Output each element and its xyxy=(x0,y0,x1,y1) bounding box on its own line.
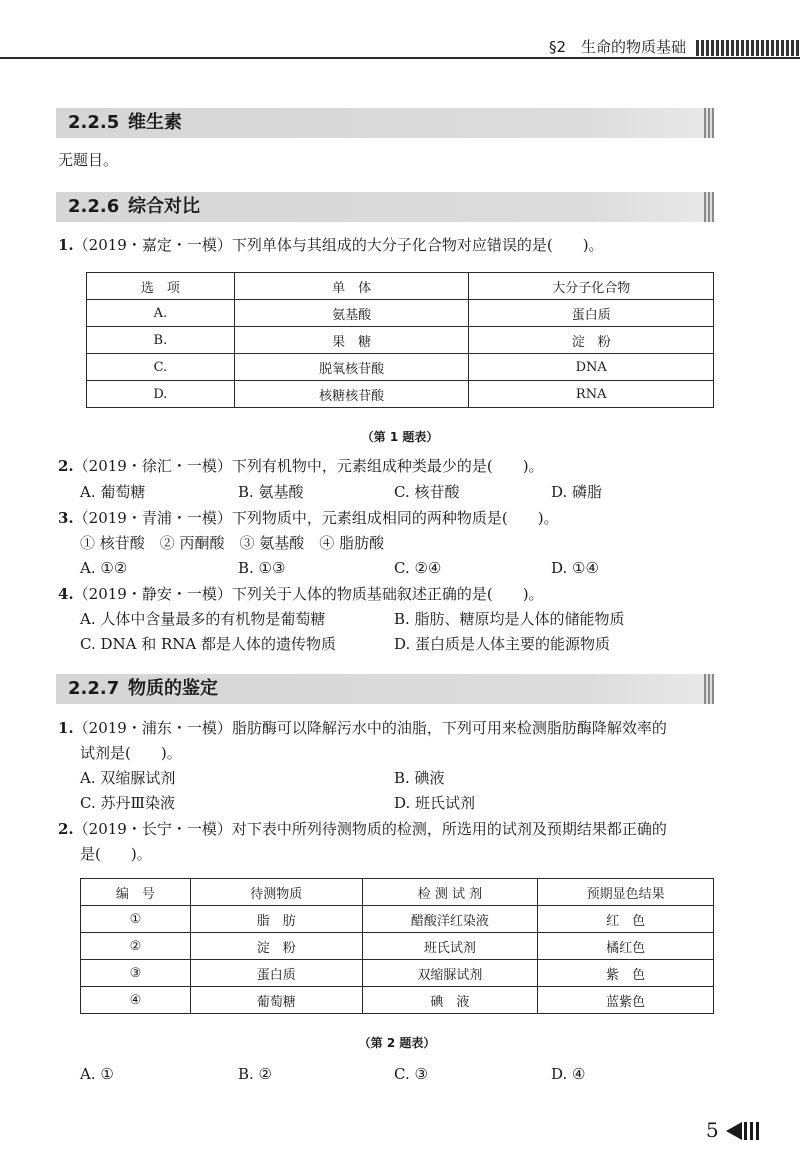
page-arrow-icon xyxy=(726,1122,742,1140)
table-cell: 紫 色 xyxy=(538,960,714,987)
question-number: 2. xyxy=(58,820,74,838)
table-caption: （第 1 题表） xyxy=(361,430,439,444)
table-header-row xyxy=(87,273,714,300)
question-4-stem xyxy=(58,583,544,605)
table-cell: ④ xyxy=(81,987,191,1014)
table-row xyxy=(87,300,714,327)
option-b: B. 氨基酸 xyxy=(238,483,304,501)
question-1-stem xyxy=(58,234,604,256)
option-c: C. 苏丹Ⅲ染液 xyxy=(80,794,175,812)
table-cell: A. xyxy=(87,300,235,327)
table-cell: ② xyxy=(81,933,191,960)
table-row xyxy=(81,906,714,933)
table-row xyxy=(81,933,714,960)
section-header-identification xyxy=(56,674,714,704)
page-number: 5 xyxy=(706,1118,719,1142)
section-number: 2.2.5 xyxy=(68,112,120,133)
option-d: D. 班氏试剂 xyxy=(394,794,476,812)
question-2-stem xyxy=(58,818,667,840)
table-cell: C. xyxy=(87,354,235,381)
option-a: A. 人体中含量最多的有机物是葡萄糖 xyxy=(80,610,326,628)
question-2-stem xyxy=(58,455,544,477)
table-cell: 醋酸洋红染液 xyxy=(362,906,538,933)
table-row xyxy=(81,987,714,1014)
table-cell: 核糖核苷酸 xyxy=(234,381,469,408)
section-title: 物质的鉴定 xyxy=(128,678,218,699)
section-header-vitamins xyxy=(56,108,714,138)
table-cell: 脱氧核苷酸 xyxy=(234,354,469,381)
option-a: A. 葡萄糖 xyxy=(80,483,146,501)
question-3-items: ① 核苷酸 ② 丙酮酸 ③ 氨基酸 ④ 脂肪酸 xyxy=(80,534,385,552)
option-d: D. ④ xyxy=(551,1065,586,1083)
table-header: 检 测 试 剂 xyxy=(362,879,538,906)
question-2-table xyxy=(80,878,714,1014)
table-cell: 红 色 xyxy=(538,906,714,933)
option-b: B. ② xyxy=(238,1065,273,1083)
question-text: （2019・青浦・一模）下列物质中，元素组成相同的两种物质是( )。 xyxy=(73,509,559,527)
table-header: 预期显色结果 xyxy=(538,879,714,906)
table-cell: 班氏试剂 xyxy=(362,933,538,960)
section-title: 维生素 xyxy=(128,112,182,133)
option-a: A. ① xyxy=(80,1065,114,1083)
table-header: 编 号 xyxy=(81,879,191,906)
question-number: 3. xyxy=(58,509,74,527)
no-questions-note: 无题目。 xyxy=(58,151,119,169)
option-c: C. 核苷酸 xyxy=(394,483,460,501)
table-header: 待测物质 xyxy=(190,879,362,906)
table-header: 大分子化合物 xyxy=(469,273,714,300)
table-cell: 双缩脲试剂 xyxy=(362,960,538,987)
question-1-stem xyxy=(58,717,667,739)
table-cell: 果 糖 xyxy=(234,327,469,354)
header-bars-decoration xyxy=(696,40,800,56)
option-d: D. ①④ xyxy=(551,559,599,577)
option-b: B. 脂肪、糖原均是人体的储能物质 xyxy=(394,610,625,628)
header-rule xyxy=(0,57,800,59)
table-cell: 氨基酸 xyxy=(234,300,469,327)
table-caption: （第 2 题表） xyxy=(358,1036,436,1050)
table-cell: 碘 液 xyxy=(362,987,538,1014)
section-number: 2.2.6 xyxy=(68,196,120,217)
option-c: C. DNA 和 RNA 都是人体的遗传物质 xyxy=(80,635,337,653)
question-1-table xyxy=(86,272,714,408)
table-header-row xyxy=(81,879,714,906)
question-number: 4. xyxy=(58,585,74,603)
running-header xyxy=(0,30,800,64)
question-2-stem-continued: 是( )。 xyxy=(80,845,152,863)
section-header-comparison xyxy=(56,192,714,222)
question-number: 1. xyxy=(58,236,74,254)
option-c: C. ③ xyxy=(394,1065,428,1083)
table-cell: 蓝紫色 xyxy=(538,987,714,1014)
table-cell: 葡萄糖 xyxy=(190,987,362,1014)
table-header: 单 体 xyxy=(234,273,469,300)
question-text: （2019・徐汇・一模）下列有机物中，元素组成种类最少的是( )。 xyxy=(73,457,544,475)
option-d: D. 蛋白质是人体主要的能源物质 xyxy=(394,635,611,653)
table-cell: 脂 肪 xyxy=(190,906,362,933)
table-cell: 淀 粉 xyxy=(469,327,714,354)
table-row xyxy=(87,327,714,354)
option-a: A. 双缩脲试剂 xyxy=(80,769,176,787)
section-title: 综合对比 xyxy=(128,196,200,217)
option-a: A. ①② xyxy=(80,559,128,577)
table-cell: 淀 粉 xyxy=(190,933,362,960)
option-c: C. ②④ xyxy=(394,559,442,577)
table-cell: 橘红色 xyxy=(538,933,714,960)
question-text: （2019・长宁・一模）对下表中所列待测物质的检测，所选用的试剂及预期结果都正确的 xyxy=(73,820,667,838)
table-cell: DNA xyxy=(469,354,714,381)
table-row xyxy=(81,960,714,987)
question-number: 2. xyxy=(58,457,74,475)
question-text: （2019・静安・一模）下列关于人体的物质基础叙述正确的是( )。 xyxy=(73,585,544,603)
table-cell: B. xyxy=(87,327,235,354)
option-b: B. ①③ xyxy=(238,559,286,577)
table-cell: ① xyxy=(81,906,191,933)
question-1-stem-continued: 试剂是( )。 xyxy=(80,744,182,762)
option-d: D. 磷脂 xyxy=(551,483,603,501)
section-number: 2.2.7 xyxy=(68,678,120,699)
table-cell: ③ xyxy=(81,960,191,987)
table-header: 选 项 xyxy=(87,273,235,300)
table-row xyxy=(87,381,714,408)
table-cell: RNA xyxy=(469,381,714,408)
question-3-stem xyxy=(58,507,559,529)
table-cell: 蛋白质 xyxy=(190,960,362,987)
question-text: （2019・浦东・一模）脂肪酶可以降解污水中的油脂，下列可用来检测脂肪酶降解效率的 xyxy=(73,719,667,737)
header-title: §2 生命的物质基础 xyxy=(543,36,692,57)
page-bars-decoration xyxy=(744,1122,760,1140)
table-cell: D. xyxy=(87,381,235,408)
option-b: B. 碘液 xyxy=(394,769,445,787)
question-number: 1. xyxy=(58,719,74,737)
question-text: （2019・嘉定・一模）下列单体与其组成的大分子化合物对应错误的是( )。 xyxy=(73,236,604,254)
table-cell: 蛋白质 xyxy=(469,300,714,327)
table-row xyxy=(87,354,714,381)
